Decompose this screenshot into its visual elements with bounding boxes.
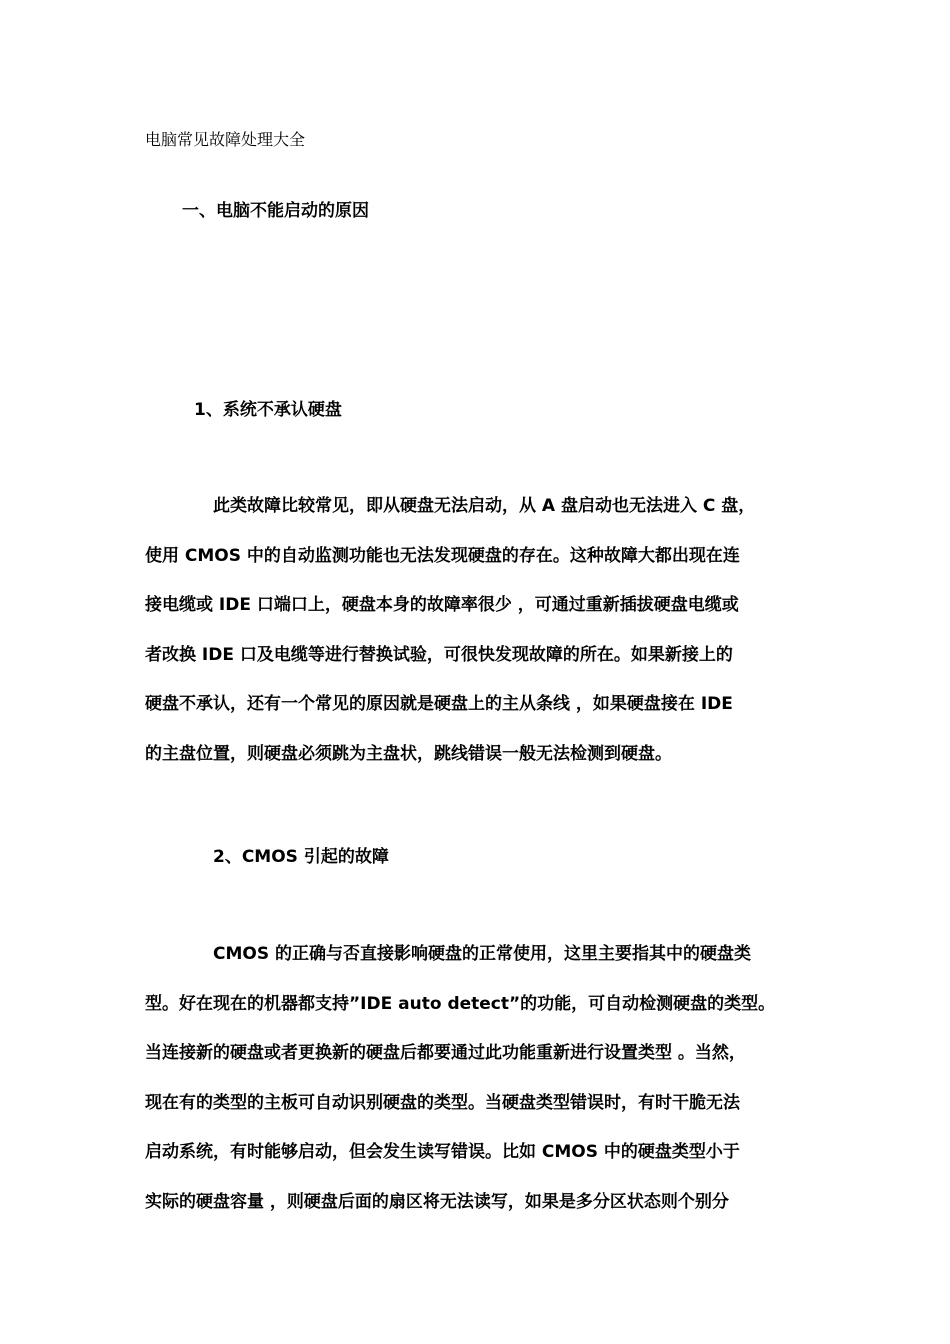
- paragraph-line: 当连接新的硬盘或者更换新的硬盘后都要通过此功能重新进行设置类型 。当然，: [145, 1043, 746, 1063]
- paragraph-line: 现在有的类型的主板可自动识别硬盘的类型。当硬盘类型错误时，有时干脆无法: [145, 1092, 740, 1113]
- paragraph-line: 硬盘不承认，还有一个常见的原因就是硬盘上的主从条线 ，如果硬盘接在 IDE: [145, 694, 733, 714]
- paragraph-line: 启动系统，有时能够启动，但会发生读写错误。比如 CMOS 中的硬盘类型小于: [145, 1142, 740, 1162]
- paragraph-line: 实际的硬盘容量 ，则硬盘后面的扇区将无法读写，如果是多分区状态则个别分: [145, 1191, 729, 1212]
- paragraph-line: CMOS 的正确与否直接影响硬盘的正常使用，这里主要指其中的硬盘类: [213, 944, 752, 964]
- paragraph-2: [145, 940, 810, 1237]
- subsection-heading-1: 1、系统不承认硬盘: [194, 400, 342, 420]
- paragraph-line: 使用 CMOS 中的自动监测功能也无法发现硬盘的存在。这种故障大都出现在连: [145, 545, 740, 566]
- paragraph-line: 型。好在现在的机器都支持”IDE auto detect”的功能，可自动检测硬盘的类型。: [145, 993, 776, 1014]
- subsection-heading-2: 2、CMOS 引起的故障: [213, 847, 389, 867]
- paragraph-line: 接电缆或 IDE 口端口上，硬盘本身的故障率很少 ，可通过重新插拔硬盘电缆或: [145, 595, 739, 615]
- paragraph-1: [145, 492, 810, 789]
- paragraph-line: 此类故障比较常见，即从硬盘无法启动，从 A 盘启动也无法进入 C 盘，: [213, 496, 756, 516]
- section-heading: 一、电脑不能启动的原因: [182, 201, 369, 221]
- paragraph-line: 的主盘位置，则硬盘必须跳为主盘状，跳线错误一般无法检测到硬盘。: [145, 743, 672, 764]
- paragraph-line: 者改换 IDE 口及电缆等进行替换试验，可很快发现故障的所在。如果新接上的: [145, 644, 733, 665]
- document-title: 电脑常见故障处理大全: [145, 130, 306, 149]
